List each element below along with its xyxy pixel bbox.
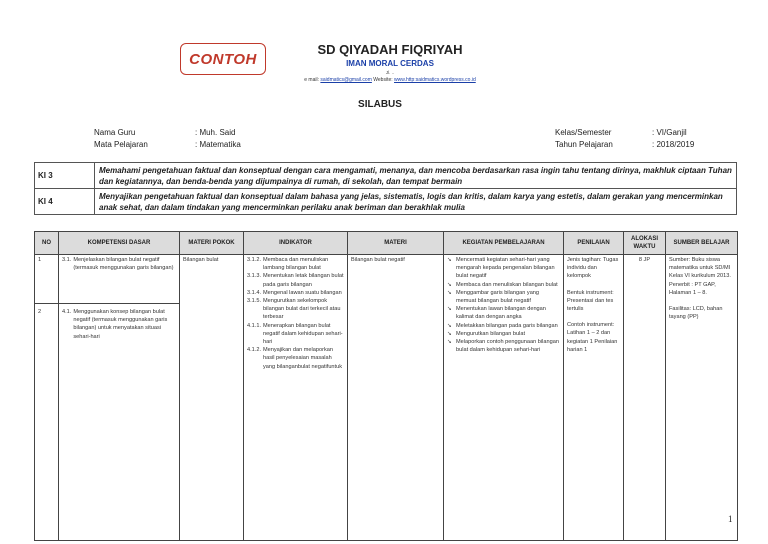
indikator-text: Mengurutkan sekelompok bilangan bulat dari terkecil atau terbesar <box>263 298 341 321</box>
indikator-number: 3.1.2. <box>247 257 261 263</box>
ki-row <box>35 189 737 215</box>
kegiatan-item <box>447 281 560 289</box>
kd-text: Menjelaskan bilangan bulat negatif (termasuk menggunakan garis bilangan) <box>73 257 174 272</box>
arrow-bullet-icon: ↘ <box>447 289 452 296</box>
col-header-kegiatan: KEGIATAN PEMBELAJARAN <box>444 232 564 255</box>
ki-table <box>34 162 737 215</box>
kd-text: Menggunakan konsep bilangan bulat negatif (termasuk menggunakan garis bilangan) untuk menyatakan situasi sehari-hari <box>73 309 168 340</box>
ki-label: KI 3 <box>35 163 95 189</box>
col-header-materi-pokok: MATERI POKOK <box>180 232 244 255</box>
info-value-subject: : Matematika <box>195 140 241 149</box>
indikator-text: Menentukan letak bilangan bulat pada garis bilangan <box>263 273 344 288</box>
kd-number: 4.1. <box>62 309 72 315</box>
school-motto: IMAN MORAL CERDAS <box>346 59 434 68</box>
penilaian-item: Jenis tagihan: Tugas individu dan kelompok <box>567 257 619 280</box>
syllabus-table <box>34 231 738 541</box>
indikator-text: Menerapkan bilangan bulat negatif dalam kehidupan sehari-hari <box>263 322 343 346</box>
kegiatan-text: Membaca dan menuliskan bilangan bulat <box>456 281 558 288</box>
col-header-sumber: SUMBER BELAJAR <box>666 232 738 255</box>
page-number: 1 <box>728 514 733 524</box>
sumber-item: Fasilitas: LCD, bahan tayang (PP) <box>669 306 723 321</box>
materi-text: Bilangan bulat negatif <box>351 257 405 263</box>
cell-alokasi <box>624 255 666 541</box>
indikator-item <box>247 322 344 347</box>
indikator-item <box>247 289 344 297</box>
indikator-item <box>247 272 344 288</box>
row-divider <box>34 303 179 304</box>
materi-pokok-text: Bilangan bulat <box>183 257 219 263</box>
arrow-bullet-icon: ↘ <box>447 339 452 346</box>
info-label-year: Tahun Pelajaran <box>555 140 613 149</box>
info-label-subject: Mata Pelajaran <box>94 140 148 149</box>
website-label: Website: <box>373 77 393 83</box>
email-link[interactable]: saidmatics@gmail.com <box>320 77 372 83</box>
cell-sumber <box>666 255 738 541</box>
col-header-penilaian: PENILAIAN <box>564 232 624 255</box>
ki-text: Memahami pengetahuan faktual dan konseptual dengan cara mengamati, menanya, dan mencoba berdasarkan rasa ingin tahu tentang dirinya, makhluk ciptaan Tuhan dan kegiatannya, dan benda-benda yang dijumpainya di rumah, di sekolah, dan tempat bermain <box>95 163 737 189</box>
sumber-item: Sumber: Buku siswa matematika untuk SD/MI Kelas VI kurikulum 2013. Penerbit : PT GAP, Halaman 1 – 8. <box>669 257 731 296</box>
info-value-class: : VI/Ganjil <box>652 128 687 137</box>
info-value-teacher: : Muh. Said <box>195 128 236 137</box>
kd-number: 3.1. <box>62 257 72 263</box>
indikator-number: 3.1.4. <box>247 289 261 296</box>
kegiatan-item <box>447 289 560 305</box>
arrow-bullet-icon: ↘ <box>447 322 452 329</box>
cell-no <box>35 255 59 541</box>
indikator-number: 4.1.2. <box>247 347 261 354</box>
indikator-item <box>247 297 344 322</box>
kd-item <box>62 256 176 308</box>
email-label: e mail: <box>304 77 319 83</box>
arrow-bullet-icon: ↘ <box>447 330 452 337</box>
kegiatan-text: Menentukan lawan bilangan dengan kalimat dan dengan angka <box>456 306 546 321</box>
kegiatan-text: Melaporkan contoh penggunaan bilangan bulat dalam kehidupan sehari-hari <box>456 339 559 354</box>
indikator-text: Menyajikan dan melaporkan hasil penyelesaian masalah yang bilanganbulat negatifuntuk <box>263 347 342 370</box>
col-header-materi: MATERI <box>348 232 444 255</box>
col-header-indikator: INDIKATOR <box>244 232 348 255</box>
indikator-number: 4.1.1. <box>247 322 261 329</box>
arrow-bullet-icon: ↘ <box>447 306 452 313</box>
indikator-text: Mengenal lawan suatu bilangan <box>263 289 342 296</box>
col-header-no: NO <box>35 232 59 255</box>
cell-kd <box>59 255 180 541</box>
cell-penilaian <box>564 255 624 541</box>
penilaian-item: Contoh instrument: Latihan 1 – 2 dan kegiatan 1 Penilaian harian 1 <box>567 322 618 353</box>
kegiatan-text: Mencermati kegiatan sehari-hari yang mengarah kepada pengenalan bilangan bulat negatif <box>456 257 555 280</box>
indikator-item <box>247 346 344 371</box>
ki-label: KI 4 <box>35 189 95 215</box>
kegiatan-item <box>447 322 560 330</box>
ki-text: Menyajikan pengetahuan faktual dan konseptual dalam bahasa yang jelas, sistematis, logis dan kritis, dalam karya yang estetis, dalam gerakan yang mencerminkan anak sehat, dan dalam tindakan yang mencerminkan perilaku anak beriman dan berakhlak mulia <box>95 189 737 215</box>
kegiatan-item <box>447 338 560 354</box>
indikator-number: 3.1.5. <box>247 298 261 305</box>
indikator-text: Membaca dan menuliskan lambang bilangan bulat <box>263 257 329 272</box>
info-value-year: : 2018/2019 <box>652 140 695 149</box>
cell-materi-pokok <box>180 255 244 541</box>
class-info <box>555 127 694 151</box>
cell-kegiatan <box>444 255 564 541</box>
indikator-number: 3.1.3. <box>247 273 261 280</box>
kegiatan-text: Menggambar garis bilangan yang memuat bilangan bulat negatif <box>456 289 540 305</box>
table-row <box>35 255 738 541</box>
info-label-class: Kelas/Semester <box>555 128 612 137</box>
arrow-bullet-icon: ↘ <box>447 257 452 263</box>
website-link[interactable]: www.http:saidmatics.wordpress.co.id <box>394 77 476 83</box>
contact-line <box>250 77 530 83</box>
cell-materi <box>348 255 444 541</box>
kegiatan-item <box>447 256 560 281</box>
penilaian-item: Bentuk instrument: Presentasi dan tes tertulis <box>567 289 614 313</box>
alokasi-text: 8 JP <box>638 257 651 263</box>
kegiatan-text: Mengurutkan bilangan bulat <box>456 330 526 337</box>
col-header-alokasi: ALOKASI WAKTU <box>624 232 666 255</box>
ki-row <box>35 163 737 189</box>
table-header-row <box>35 232 738 255</box>
row-number: 2 <box>38 309 42 316</box>
document-title: SILABUS <box>358 99 402 110</box>
kegiatan-text: Meletakkan bilangan pada garis bilangan <box>456 322 558 329</box>
info-label-teacher: Nama Guru <box>94 128 136 137</box>
contoh-stamp: CONTOH <box>180 43 266 75</box>
kegiatan-item <box>447 330 560 338</box>
kd-item <box>62 308 176 341</box>
school-address: Jl. .. <box>385 70 395 75</box>
arrow-bullet-icon: ↘ <box>447 281 452 288</box>
teacher-info <box>94 127 241 151</box>
row-number: 1 <box>38 257 42 263</box>
cell-indikator <box>244 255 348 541</box>
col-header-kd: KOMPETENSI DASAR <box>59 232 180 255</box>
school-name: SD QIYADAH FIQRIYAH <box>317 42 463 57</box>
kegiatan-item <box>447 305 560 321</box>
indikator-item <box>247 256 344 272</box>
